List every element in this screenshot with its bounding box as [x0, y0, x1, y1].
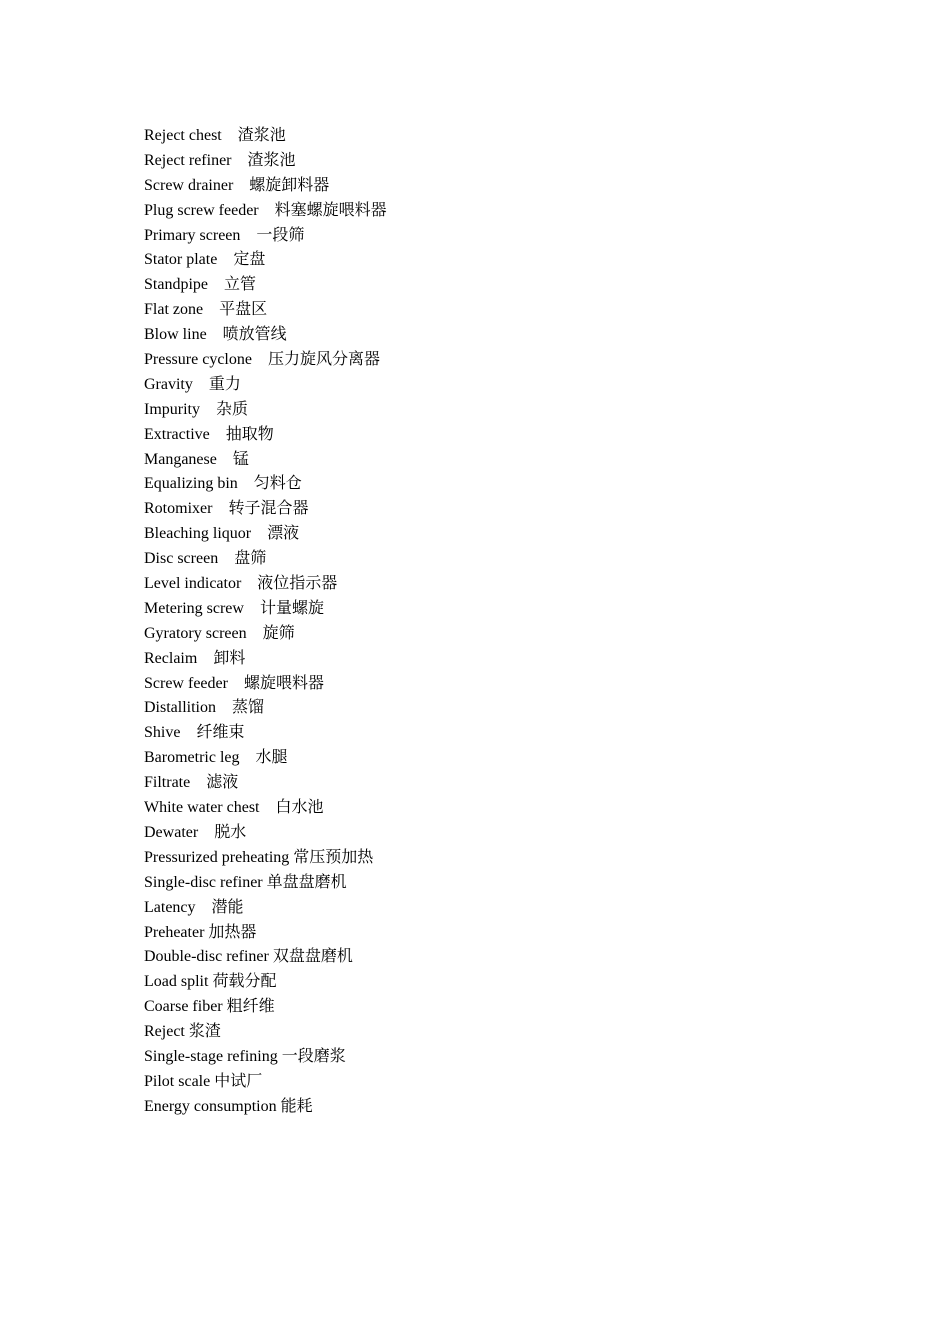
list-item: Double-disc refiner 双盘盘磨机 — [144, 948, 353, 966]
list-item: Reject refiner 渣浆池 — [144, 151, 296, 169]
list-item: Screw drainer 螺旋卸料器 — [144, 176, 330, 194]
list-item: Distallition 蒸馏 — [144, 699, 265, 717]
list-item: Rotomixer 转子混合器 — [144, 500, 309, 518]
list-item: Primary screen 一段筛 — [144, 226, 305, 244]
list-item: Reclaim 卸料 — [144, 649, 246, 667]
list-item: Coarse fiber 粗纤维 — [144, 998, 275, 1016]
list-item: Blow line 喷放管线 — [144, 326, 287, 344]
list-item: Shive 纤维束 — [144, 724, 245, 742]
list-item: Impurity 杂质 — [144, 400, 248, 418]
list-item: Pressure cyclone 压力旋风分离器 — [144, 351, 380, 369]
list-item: Latency 潜能 — [144, 898, 244, 916]
list-item: Screw feeder 螺旋喂料器 — [144, 674, 324, 692]
list-item: Barometric leg 水腿 — [144, 749, 288, 767]
list-item: Single-disc refiner 单盘盘磨机 — [144, 873, 347, 891]
list-item: Disc screen 盘筛 — [144, 550, 267, 568]
list-item: Load split 荷载分配 — [144, 973, 277, 991]
list-item: Standpipe 立管 — [144, 276, 256, 294]
list-item: Energy consumption 能耗 — [144, 1097, 313, 1115]
list-item: Filtrate 滤液 — [144, 774, 239, 792]
list-item: Pilot scale 中试厂 — [144, 1072, 263, 1090]
list-item: White water chest 白水池 — [144, 799, 324, 817]
list-item: Metering screw 计量螺旋 — [144, 599, 324, 617]
list-item: Bleaching liquor 漂液 — [144, 525, 300, 543]
list-item: Dewater 脱水 — [144, 823, 247, 841]
list-item: Pressurized preheating 常压预加热 — [144, 848, 374, 866]
list-item: Level indicator 液位指示器 — [144, 575, 338, 593]
list-item: Flat zone 平盘区 — [144, 301, 268, 319]
glossary-list — [144, 124, 387, 1120]
list-item: Reject 浆渣 — [144, 1023, 221, 1041]
list-item: Preheater 加热器 — [144, 923, 257, 941]
list-item: Single-stage refining 一段磨浆 — [144, 1047, 346, 1065]
list-item: Gyratory screen 旋筛 — [144, 624, 295, 642]
list-item: Equalizing bin 匀料仓 — [144, 475, 302, 493]
list-item: Reject chest 渣浆池 — [144, 127, 286, 144]
list-item: Plug screw feeder 料塞螺旋喂料器 — [144, 201, 387, 219]
list-item: Manganese 锰 — [144, 450, 249, 468]
list-item: Stator plate 定盘 — [144, 251, 266, 269]
list-item: Extractive 抽取物 — [144, 425, 274, 443]
list-item: Gravity 重力 — [144, 375, 241, 393]
